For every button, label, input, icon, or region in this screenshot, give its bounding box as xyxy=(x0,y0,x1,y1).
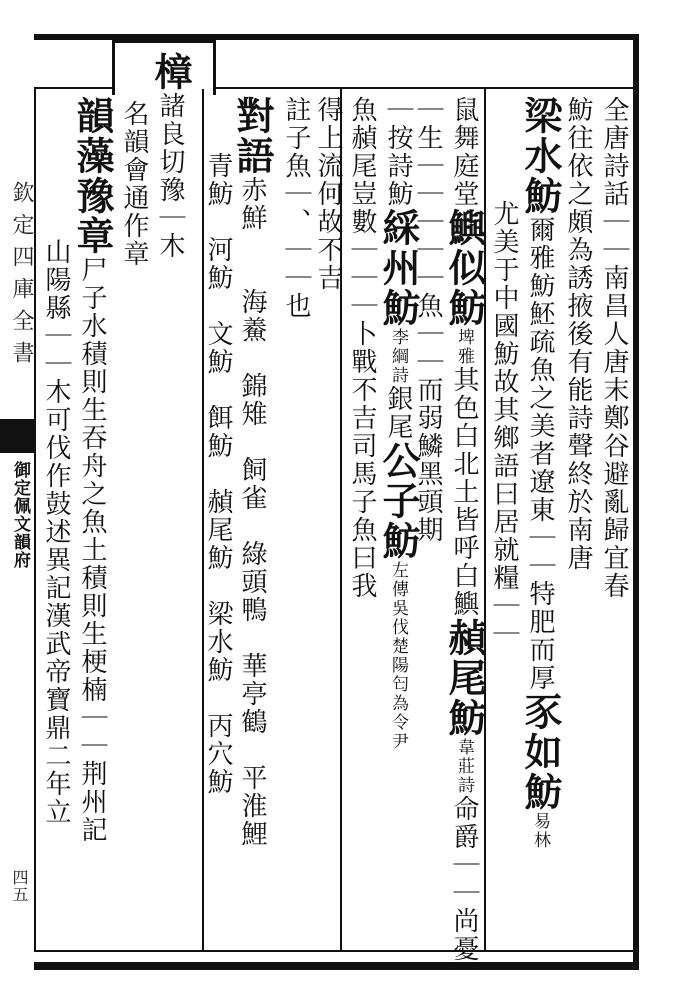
body-text: 命爵｜｜尚憂 xyxy=(449,795,479,963)
body-text: 黑頭期 xyxy=(413,460,443,544)
text-column xyxy=(562,96,594,572)
headword: 公子魴 xyxy=(376,441,421,561)
body-text: ｜生｜｜｜｜｜魚｜｜而弱鱗 xyxy=(413,96,443,460)
body-text: 名韻會通作章 xyxy=(119,100,149,268)
body-text: 卜戰不吉司馬子魚曰我 xyxy=(347,320,377,600)
body-text: 赤鮮 海鯗 錦雉 飼雀 綠頭鴨 華亭鶴 平淮鯉 xyxy=(237,176,267,848)
headword: 樟 xyxy=(148,52,193,92)
headword: 赬尾魴 xyxy=(442,618,487,738)
text-column xyxy=(230,96,275,848)
body-text: 爾雅魴魾疏魚之美者遼東｜｜特肥而厚 xyxy=(525,216,555,692)
body-text: 青魴 河魴 文魴 餌魴 赬尾魴 梁水魴 丙穴魴 xyxy=(203,152,233,796)
headword: 韻藻豫章 xyxy=(70,96,115,256)
headword: 鱮似魴 xyxy=(442,208,487,328)
frame-inner-bottom-border xyxy=(34,950,633,952)
body-text: 尸子水積則生吞舟之魚土積則生梗楠｜｜荆州記 xyxy=(77,256,107,844)
body-text: 豈數｜｜｜ xyxy=(347,180,377,320)
margin-page-number: 四五 xyxy=(10,869,29,903)
text-column xyxy=(442,96,487,963)
body-text: 尤美于中國魴故其鄉語曰居就糧｜｜ xyxy=(489,200,519,648)
text-column xyxy=(346,96,378,600)
frame-right-border xyxy=(633,34,639,970)
body-text: 山陽縣｜｜木可伐作鼓述異記漢武帝寶鼎二年立 xyxy=(41,238,71,826)
body-text: ｜按詩魴 xyxy=(383,96,413,208)
citation-note: 韋莊詩 xyxy=(454,738,474,795)
headword: 梁水魴 xyxy=(518,96,563,216)
body-text: 魴往依之頗為誘掖後有能詩聲終於南唐 xyxy=(563,96,593,572)
text-column xyxy=(280,96,312,320)
text-column xyxy=(488,200,520,648)
body-text: 銀尾 xyxy=(383,385,413,441)
margin-fish-tail-mark xyxy=(0,419,34,453)
text-column xyxy=(118,100,150,268)
body-text: 其色白北土皆呼白鱮 xyxy=(449,366,479,618)
margin-book-name: 欽定四庫全書 xyxy=(9,181,34,373)
text-column xyxy=(598,96,630,600)
margin-book-title: 御定佩文韻府 xyxy=(10,461,30,569)
text-column xyxy=(40,238,72,826)
margin-strip xyxy=(0,89,34,950)
body-text: 全唐詩話｜｜南昌人唐末鄭谷避亂歸宜春 xyxy=(599,96,629,600)
headword: 對語 xyxy=(230,96,275,176)
text-column xyxy=(518,96,563,850)
text-column xyxy=(202,152,234,796)
headword: 豕如魴 xyxy=(518,692,563,812)
headword: 綵州魴 xyxy=(376,208,421,328)
text-column xyxy=(376,96,421,751)
body-text: 註子魚｜、｜｜也 xyxy=(281,96,311,320)
text-column xyxy=(312,96,344,292)
citation-note: 埤雅 xyxy=(454,328,474,366)
citation-note: 李綱詩 xyxy=(388,328,408,385)
text-column xyxy=(148,52,193,260)
citation-note: 左傳吳伐楚陽匄為令尹 xyxy=(388,561,408,751)
body-text: 魚赬尾 xyxy=(347,96,377,180)
citation-note: 易林 xyxy=(530,812,550,850)
body-text: 鼠舞庭堂 xyxy=(449,96,479,208)
text-column xyxy=(70,96,115,844)
body-text: 諸良切豫｜木 xyxy=(155,92,185,260)
frame-bottom-border xyxy=(34,962,639,970)
body-text: 得上流何故不吉 xyxy=(313,96,343,292)
